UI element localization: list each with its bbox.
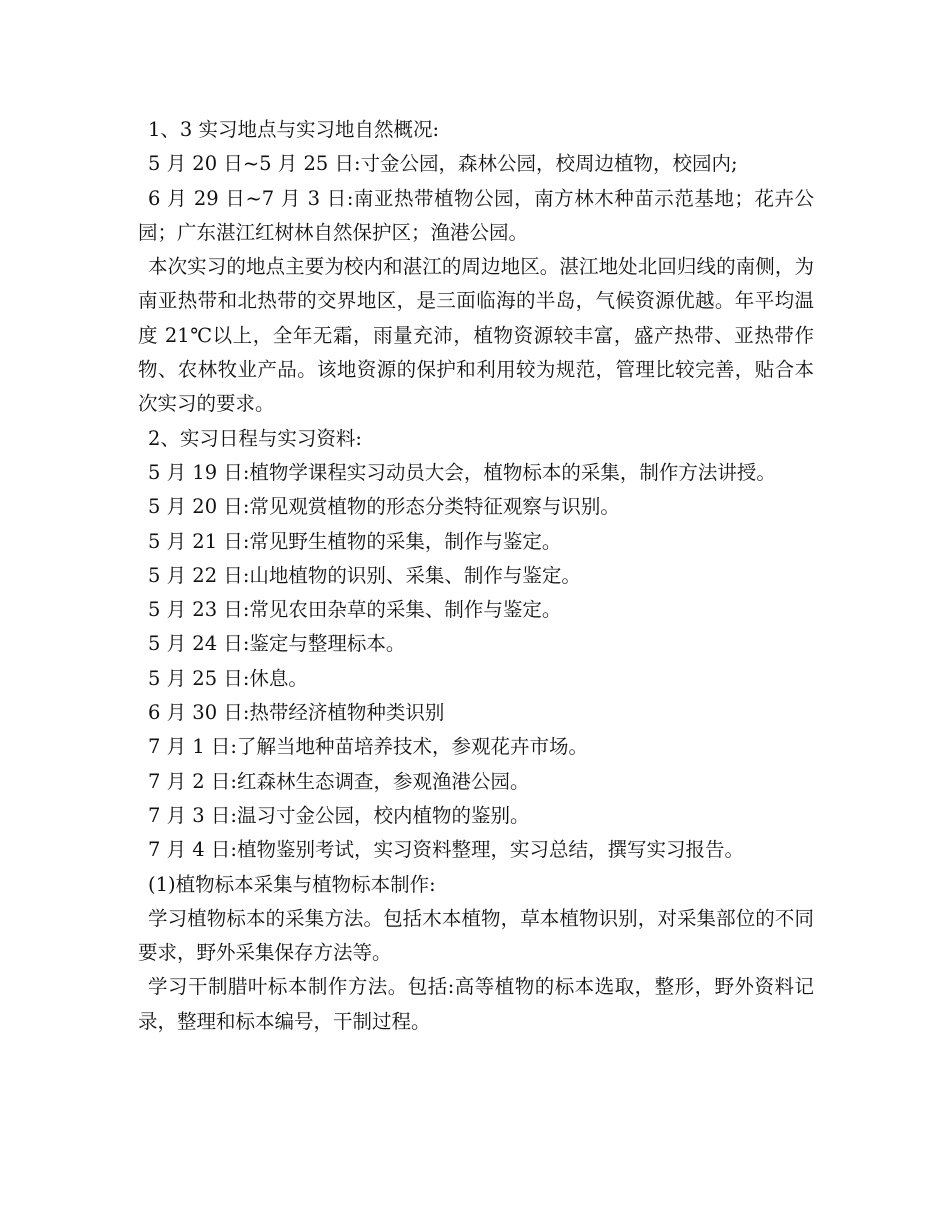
heading-1-3-location: 1、3 实习地点与实习地自然概况: [148,118,440,141]
schedule-may-23: 5 月 23 日:常见农田杂草的采集、制作与鉴定。 [148,598,562,622]
schedule-may-19: 5 月 19 日:植物学课程实习动员大会，植物标本的采集，制作方法讲授。 [148,460,776,484]
schedule-jun-29-jul-3: 6 月 29 日~7 月 3 日:南亚热带植物公园，南方林木种苗示范基地；花卉公园；广东湛江红树林自然保护区；渔港公园。 [138,186,814,244]
schedule-jul-4: 7 月 4 日:植物鉴别考试，实习资料整理，实习总结，撰写实习报告。 [148,838,744,862]
schedule-jul-1: 7 月 1 日:了解当地种苗培养技术，参观花卉市场。 [148,735,588,759]
specimen-collection-methods: 学习植物标本的采集方法。包括木本植物，草本植物识别，对采集部位的不同要求，野外采集保存方法等。 [138,906,814,965]
schedule-may-24: 5 月 24 日:鉴定与整理标本。 [148,632,406,656]
schedule-may-20: 5 月 20 日:常见观赏植物的形态分类特征观察与识别。 [148,495,620,519]
schedule-jul-2: 7 月 2 日:红森林生态调查，参观渔港公园。 [148,769,530,793]
schedule-jun-30: 6 月 30 日:热带经济植物种类识别 [148,701,445,725]
document-body [138,113,814,1039]
schedule-may-21: 5 月 21 日:常见野生植物的采集，制作与鉴定。 [148,529,562,553]
schedule-may-25: 5 月 25 日:休息。 [148,666,308,690]
schedule-jul-3: 7 月 3 日:温习寸金公园，校内植物的鉴别。 [148,803,530,827]
heading-2-schedule: 2、实习日程与实习资料: [148,426,362,450]
subheading-specimen-collection: (1)植物标本采集与植物标本制作: [148,872,436,896]
schedule-may-20-25: 5 月 20 日~5 月 25 日:寸金公园，森林公园，校周边植物，校园内; [148,152,738,176]
location-description: 本次实习的地点主要为校内和湛江的周边地区。湛江地处北回归线的南侧，为南亚热带和北热带的交界地区，是三面临海的半岛，气候资源优越。年平均温度 21℃以上，全年无霜，雨量充沛，植物资源较丰富，盛产热带、亚热带作物、农林牧业产品。该地资源的保护和利用较为规范，管理比较完善，贴合本次实习的要求。 [138,255,814,416]
schedule-may-22: 5 月 22 日:山地植物的识别、采集、制作与鉴定。 [148,563,581,587]
dried-specimen-methods: 学习干制腊叶标本制作方法。包括:高等植物的标本选取，整形，野外资料记录，整理和标本编号，干制过程。 [138,975,814,1033]
